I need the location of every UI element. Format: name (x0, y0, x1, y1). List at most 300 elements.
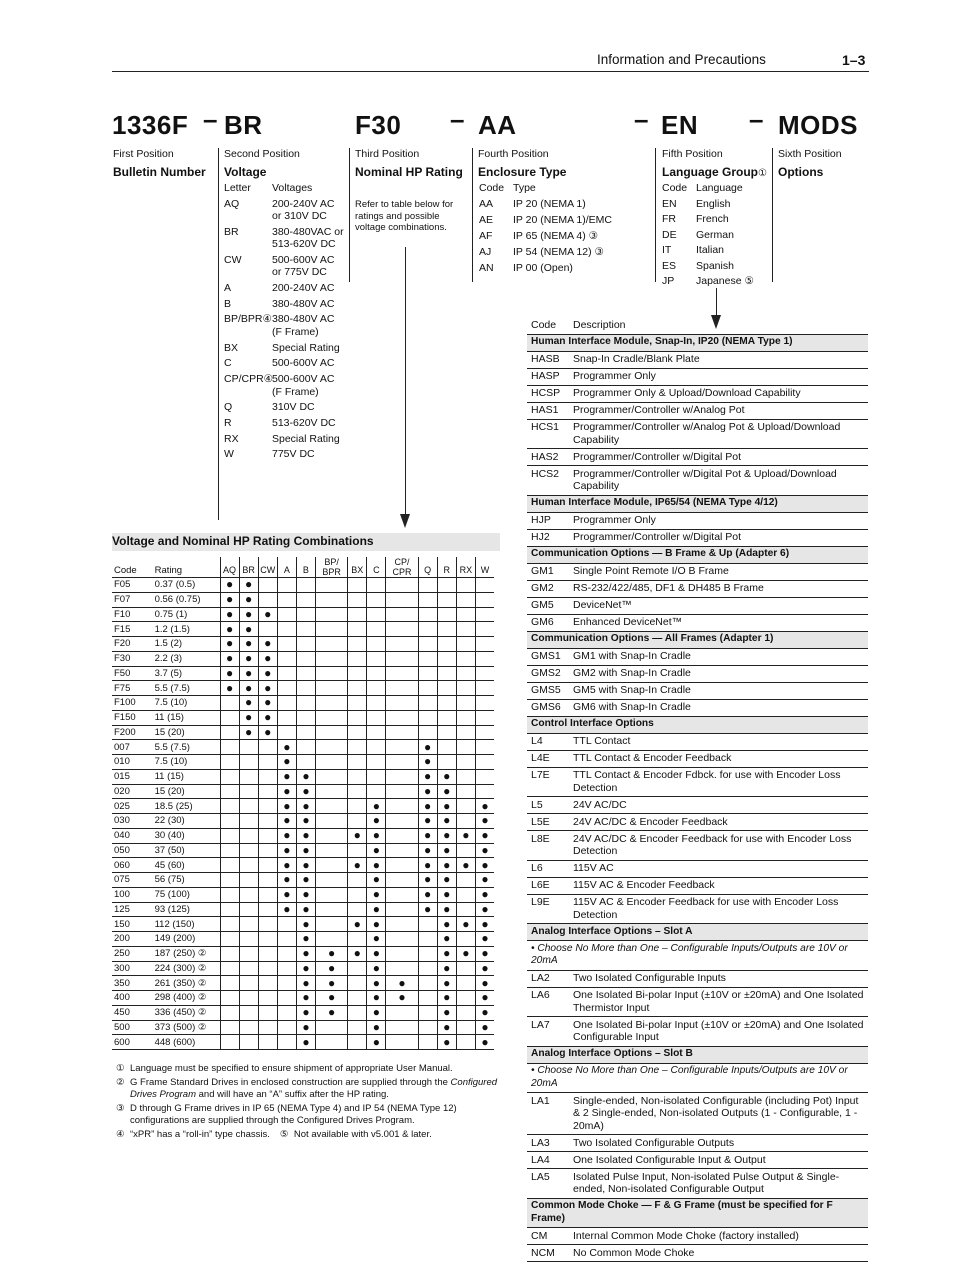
ratings-cell (418, 651, 437, 666)
ratings-cell (475, 651, 494, 666)
ratings-cell (296, 799, 315, 814)
ratings-cell (367, 1035, 386, 1050)
language-code: FR (662, 213, 676, 225)
ratings-cell (315, 828, 347, 843)
ratings-col-header: Q (418, 557, 437, 578)
ratings-cell (315, 710, 347, 725)
dot-icon: ● (302, 931, 310, 946)
ratings-cell (456, 651, 475, 666)
dot-icon: ● (443, 813, 451, 828)
dot-icon: ● (302, 901, 310, 916)
voltage-row (224, 417, 349, 430)
page-number: 1–3 (842, 52, 866, 68)
ratings-cell (475, 696, 494, 711)
ratings-cell (296, 651, 315, 666)
ratings-cell (239, 740, 258, 755)
dot-icon: ● (443, 990, 451, 1005)
language-row (662, 229, 762, 242)
voltage-letter: A (224, 282, 232, 295)
ratings-value: 11 (15) (153, 769, 220, 784)
ratings-value: 2.2 (3) (153, 651, 220, 666)
language-row (662, 244, 762, 257)
options-row (527, 351, 868, 368)
ratings-row (112, 637, 494, 652)
option-description: 24V AC/DC & Encoder Feedback for use with Encoder Loss Detection (569, 831, 868, 861)
ratings-cell (296, 1005, 315, 1020)
options-section-header: Control Interface Options (527, 716, 868, 733)
dot-icon: ● (302, 1005, 310, 1020)
ratings-cell (386, 578, 418, 593)
third-position-title: Nominal HP Rating (355, 165, 463, 179)
voltage-value: 500-600V AC or 775V DC (272, 253, 335, 279)
dot-icon: ● (283, 798, 291, 813)
option-code: HJ2 (527, 529, 569, 546)
ratings-cell (475, 637, 494, 652)
ratings-cell (386, 799, 418, 814)
option-description: TTL Contact & Encoder Fdbck. for use with Encoder Loss Detection (569, 767, 868, 797)
options-row (527, 648, 868, 665)
dot-icon: ● (327, 960, 336, 975)
ratings-code: 400 (112, 991, 153, 1006)
dot-icon: ● (264, 724, 272, 739)
ratings-row (112, 769, 494, 784)
ratings-cell (258, 681, 277, 696)
ratings-cell (456, 917, 475, 932)
dot-icon: ● (481, 872, 489, 887)
dot-icon: ● (245, 651, 253, 666)
option-description: Programmer/Controller w/Analog Pot (569, 402, 868, 419)
ratings-cell (367, 637, 386, 652)
ratings-cell (315, 681, 347, 696)
ratings-cell (220, 607, 239, 622)
ratings-cell (296, 710, 315, 725)
option-code: L6 (527, 860, 569, 877)
ratings-value: 37 (50) (153, 843, 220, 858)
options-section-header: Human Interface Module, Snap-In, IP20 (NEMA Type 1) (527, 334, 868, 351)
ratings-cell (386, 843, 418, 858)
dot-icon: ● (225, 577, 234, 592)
options-row (527, 1152, 868, 1169)
ratings-cell (386, 681, 418, 696)
ratings-row (112, 873, 494, 888)
ratings-cell (296, 666, 315, 681)
dot-icon: ● (481, 842, 489, 857)
dot-icon: ● (245, 710, 253, 725)
ratings-cell (348, 887, 367, 902)
dot-icon: ● (372, 960, 380, 975)
ratings-row (112, 887, 494, 902)
ratings-cell (220, 814, 239, 829)
enclosure-row (479, 246, 639, 259)
ratings-cell (386, 755, 418, 770)
options-row (527, 1093, 868, 1135)
ratings-value: 149 (200) (153, 932, 220, 947)
ratings-cell (386, 887, 418, 902)
ratings-cell (456, 961, 475, 976)
options-row (527, 529, 868, 546)
ratings-cell (437, 1005, 456, 1020)
ratings-cell (456, 799, 475, 814)
ratings-col-header: CW (258, 557, 277, 578)
ratings-cell (315, 1005, 347, 1020)
ratings-cell (456, 725, 475, 740)
ratings-cell (296, 828, 315, 843)
language-row (662, 260, 762, 273)
ratings-cell (220, 858, 239, 873)
header-title: Information and Precautions (597, 52, 766, 67)
dot-icon: ● (302, 798, 310, 813)
ratings-value: 56 (75) (153, 873, 220, 888)
ratings-cell (437, 961, 456, 976)
model-segment-language: EN (661, 110, 699, 140)
ratings-cell (296, 961, 315, 976)
ratings-cell (418, 622, 437, 637)
options-row (527, 767, 868, 797)
ratings-cell (296, 946, 315, 961)
ratings-cell (437, 799, 456, 814)
dot-icon: ● (424, 887, 432, 902)
dot-icon: ● (225, 592, 234, 607)
ratings-value: 45 (60) (153, 858, 220, 873)
dot-icon: ● (372, 916, 380, 931)
ratings-cell (418, 902, 437, 917)
option-code: L4E (527, 750, 569, 767)
ratings-cell (220, 666, 239, 681)
ratings-cell (220, 578, 239, 593)
dot-icon: ● (443, 783, 451, 798)
ratings-cell (348, 592, 367, 607)
enclosure-row (479, 262, 639, 275)
options-row (527, 385, 868, 402)
ratings-cell (220, 1035, 239, 1050)
voltage-row (224, 401, 349, 414)
ratings-cell (239, 755, 258, 770)
enclosure-col-code: Code (479, 182, 505, 194)
dot-icon: ● (302, 975, 310, 990)
options-row (527, 1228, 868, 1245)
ratings-cell (348, 755, 367, 770)
option-description: GM1 with Snap-In Cradle (569, 648, 868, 665)
ratings-cell (220, 696, 239, 711)
option-description: One Isolated Bi-polar Input (±10V or ±20mA) and One Isolated Thermistor Input (569, 987, 868, 1017)
option-code: LA5 (527, 1169, 569, 1199)
options-row (527, 894, 868, 924)
ratings-cell (348, 991, 367, 1006)
ratings-cell (239, 651, 258, 666)
ratings-cell (418, 858, 437, 873)
voltage-letter: C (224, 357, 232, 370)
ratings-cell (296, 592, 315, 607)
ratings-cell (475, 991, 494, 1006)
sixth-position-label: Sixth Position (778, 148, 842, 160)
ratings-cell (367, 828, 386, 843)
ratings-cell (418, 666, 437, 681)
ratings-cell (386, 666, 418, 681)
ratings-code: F15 (112, 622, 153, 637)
dot-icon: ● (424, 754, 432, 769)
ratings-cell (296, 622, 315, 637)
options-row (527, 733, 868, 750)
ratings-cell (456, 637, 475, 652)
ratings-cell (437, 607, 456, 622)
dot-icon: ● (443, 916, 451, 931)
ratings-col-header: W (475, 557, 494, 578)
ratings-value: 18.5 (25) (153, 799, 220, 814)
ratings-cell (220, 637, 239, 652)
dot-icon: ● (302, 828, 310, 843)
ratings-cell (475, 917, 494, 932)
ratings-cell (475, 725, 494, 740)
option-code: GMS1 (527, 648, 569, 665)
ratings-cell (456, 666, 475, 681)
dot-icon: ● (372, 813, 380, 828)
ratings-cell (456, 991, 475, 1006)
language-name: French (696, 213, 729, 225)
ratings-cell (277, 725, 296, 740)
ratings-cell (456, 769, 475, 784)
ratings-cell (296, 755, 315, 770)
ratings-cell (475, 976, 494, 991)
language-row (662, 213, 762, 226)
ratings-cell (315, 887, 347, 902)
voltage-value: 200-240V AC (272, 282, 335, 295)
ratings-cell (296, 607, 315, 622)
option-code: LA4 (527, 1152, 569, 1169)
language-name: Italian (696, 244, 725, 256)
ratings-cell (456, 681, 475, 696)
ratings-cell (348, 622, 367, 637)
dot-icon: ● (353, 828, 361, 843)
footnote-2: G Frame Standard Drives in enclosed construction are supplied through the Configured Drives Program and will have an “A” suffix after the HP rating. (130, 1076, 498, 1100)
options-row (527, 750, 868, 767)
dot-icon: ● (481, 813, 489, 828)
dot-icon: ● (225, 606, 234, 621)
dot-icon: ● (481, 946, 489, 961)
dot-icon: ● (283, 887, 291, 902)
ratings-cell (437, 651, 456, 666)
ratings-cell (475, 1035, 494, 1050)
ratings-cell (296, 725, 315, 740)
option-description: GM5 with Snap-In Cradle (569, 682, 868, 699)
dot-icon: ● (462, 916, 470, 931)
ratings-cell (475, 710, 494, 725)
dot-icon: ● (424, 769, 432, 784)
ratings-cell (386, 917, 418, 932)
language-row (662, 275, 762, 288)
ratings-cell (239, 887, 258, 902)
ratings-cell (277, 858, 296, 873)
ratings-cell (315, 755, 347, 770)
ratings-cell (296, 784, 315, 799)
ratings-value: 15 (20) (153, 725, 220, 740)
ratings-value: 224 (300) ② (153, 961, 220, 976)
ratings-cell (315, 858, 347, 873)
ratings-cell (239, 976, 258, 991)
ratings-cell (418, 961, 437, 976)
ratings-cell (418, 1035, 437, 1050)
option-code: L4 (527, 733, 569, 750)
ratings-cell (220, 1005, 239, 1020)
ratings-cell (367, 622, 386, 637)
dot-icon: ● (462, 857, 470, 872)
ratings-cell (315, 769, 347, 784)
enclosure-code: AE (479, 213, 494, 226)
dot-icon: ● (443, 931, 451, 946)
options-row (527, 512, 868, 529)
ratings-cell (437, 725, 456, 740)
ratings-cell (277, 710, 296, 725)
ratings-value: 7.5 (10) (153, 696, 220, 711)
ratings-cell (315, 917, 347, 932)
dot-icon: ● (302, 857, 310, 872)
ratings-code: 075 (112, 873, 153, 888)
ratings-cell (315, 976, 347, 991)
model-dash: – (749, 104, 764, 134)
ratings-cell (475, 799, 494, 814)
option-code: HJP (527, 512, 569, 529)
dot-icon: ● (264, 606, 272, 621)
ratings-row (112, 843, 494, 858)
ratings-cell (277, 814, 296, 829)
ratings-cell (418, 946, 437, 961)
ratings-value: 187 (250) ② (153, 946, 220, 961)
ratings-cell (348, 710, 367, 725)
dot-icon: ● (283, 828, 291, 843)
ratings-value: 22 (30) (153, 814, 220, 829)
ratings-code: F10 (112, 607, 153, 622)
enclosure-code: AF (479, 229, 493, 242)
dot-icon: ● (398, 975, 406, 990)
option-description: One Isolated Bi-polar Input (±10V or ±20mA) and One Isolated Configurable Input (569, 1017, 868, 1047)
ratings-cell (475, 887, 494, 902)
ratings-cell (258, 991, 277, 1006)
option-code: LA7 (527, 1017, 569, 1047)
ratings-cell (456, 696, 475, 711)
language-code: JP (662, 275, 675, 287)
options-section-header: Communication Options — All Frames (Adapter 1) (527, 631, 868, 648)
enclosure-type: IP 65 (NEMA 4) ③ (513, 229, 599, 242)
ratings-cell (258, 769, 277, 784)
ratings-cell (437, 917, 456, 932)
ratings-cell (220, 917, 239, 932)
ratings-cell (437, 1020, 456, 1035)
option-code: GM6 (527, 614, 569, 631)
ratings-row (112, 740, 494, 755)
option-description: TTL Contact & Encoder Feedback (569, 750, 868, 767)
ratings-cell (315, 607, 347, 622)
language-row (662, 198, 762, 211)
ratings-cell (220, 799, 239, 814)
ratings-cell (437, 902, 456, 917)
ratings-row (112, 828, 494, 843)
ratings-cell (258, 651, 277, 666)
ratings-cell (386, 740, 418, 755)
ratings-cell (418, 740, 437, 755)
option-description: 115V AC & Encoder Feedback for use with Encoder Loss Detection (569, 894, 868, 924)
third-position-label: Third Position (355, 148, 420, 160)
ratings-row (112, 696, 494, 711)
options-table (527, 319, 868, 1262)
dot-icon: ● (443, 1005, 451, 1020)
enclosure-type: IP 20 (NEMA 1) (513, 197, 586, 210)
ratings-row (112, 607, 494, 622)
dot-icon: ● (245, 724, 253, 739)
ratings-cell (348, 740, 367, 755)
ratings-cell (258, 725, 277, 740)
dot-icon: ● (481, 901, 489, 916)
ratings-cell (475, 622, 494, 637)
ratings-cell (437, 769, 456, 784)
ratings-value: 336 (450) ② (153, 1005, 220, 1020)
option-code: HAS1 (527, 402, 569, 419)
ratings-cell (277, 1005, 296, 1020)
language-code: IT (662, 244, 672, 256)
ratings-cell (315, 991, 347, 1006)
ratings-cell (220, 769, 239, 784)
ratings-value: 0.56 (0.75) (153, 592, 220, 607)
ratings-cell (277, 666, 296, 681)
option-code: GMS6 (527, 699, 569, 716)
option-code: CM (527, 1228, 569, 1245)
option-description: GM2 with Snap-In Cradle (569, 665, 868, 682)
voltage-letter: CW (224, 253, 242, 266)
ratings-cell (437, 828, 456, 843)
ratings-col-header: AQ (220, 557, 239, 578)
ratings-cell (367, 578, 386, 593)
ratings-cell (220, 622, 239, 637)
ratings-cell (220, 592, 239, 607)
voltage-row (224, 342, 349, 355)
voltage-value: 380-480VAC or 513-620V DC (272, 225, 344, 251)
voltage-value: 380-480V AC (F Frame) (272, 313, 335, 338)
ratings-cell (315, 637, 347, 652)
ratings-cell (277, 843, 296, 858)
dot-icon: ● (372, 872, 380, 887)
option-code: GM5 (527, 597, 569, 614)
ratings-cell (258, 828, 277, 843)
ratings-cell (296, 578, 315, 593)
language-code: EN (662, 197, 677, 210)
ratings-row (112, 976, 494, 991)
ratings-col-header: C (367, 557, 386, 578)
ratings-cell (418, 799, 437, 814)
ratings-cell (220, 887, 239, 902)
ratings-cell (386, 828, 418, 843)
ratings-cell (418, 696, 437, 711)
ratings-cell (258, 1005, 277, 1020)
dot-icon: ● (481, 975, 489, 990)
ratings-value: 261 (350) ② (153, 976, 220, 991)
ratings-cell (367, 902, 386, 917)
divider (218, 148, 219, 520)
dot-icon: ● (225, 680, 234, 695)
ratings-value: 7.5 (10) (153, 755, 220, 770)
enclosure-type: IP 54 (NEMA 12) ③ (513, 245, 604, 258)
ratings-cell (220, 976, 239, 991)
dot-icon: ● (443, 887, 451, 902)
ratings-cell (456, 902, 475, 917)
ratings-cell (418, 917, 437, 932)
dot-icon: ● (424, 739, 432, 754)
voltage-row (224, 282, 349, 295)
ratings-cell (348, 814, 367, 829)
ratings-cell (277, 651, 296, 666)
dot-icon: ● (283, 842, 291, 857)
option-description: TTL Contact (569, 733, 868, 750)
ratings-cell (348, 828, 367, 843)
ratings-cell (475, 578, 494, 593)
options-row (527, 402, 868, 419)
